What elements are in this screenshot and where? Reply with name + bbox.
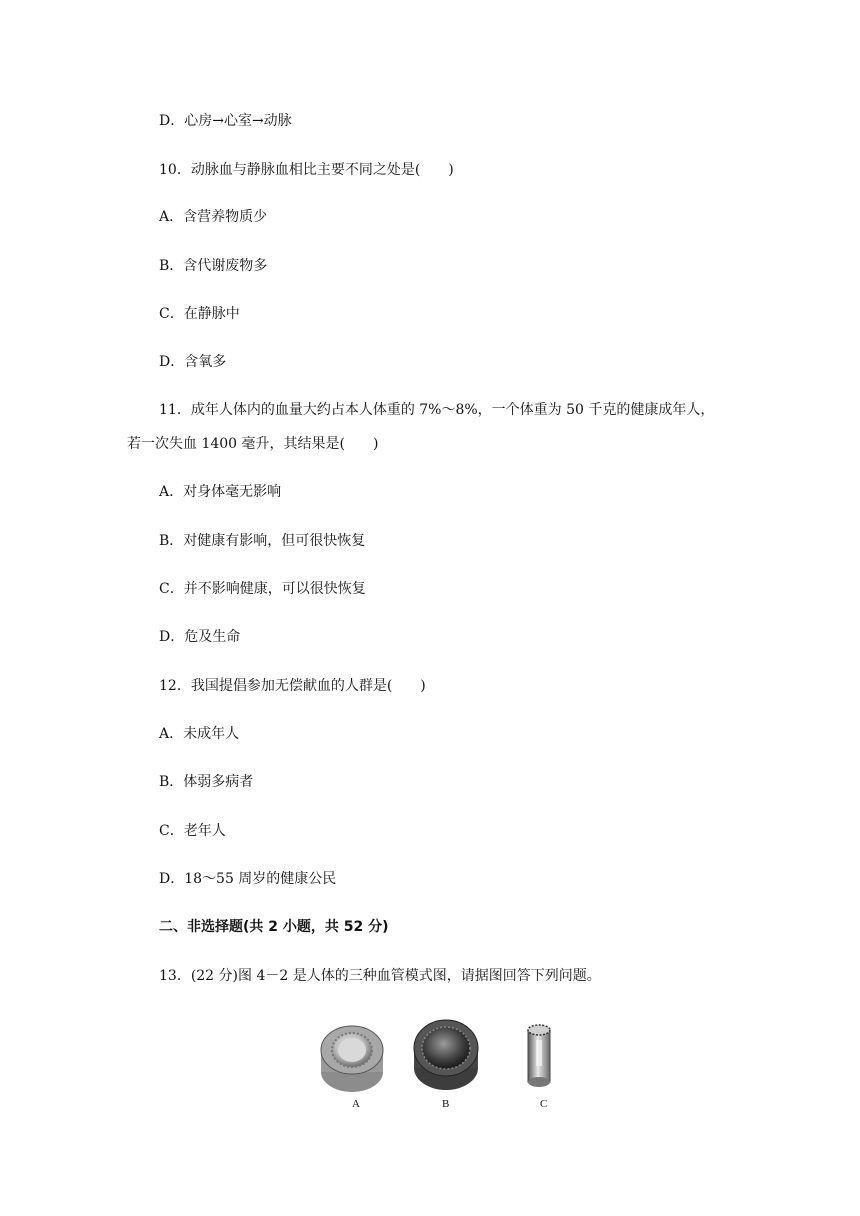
question-11-stem-line1: 11．成年人体内的血量大约占本人体重的 7%～8%，一个体重为 50 千克的健康成年人， — [159, 402, 715, 418]
question-12-option-b: B．体弱多病者 — [159, 774, 254, 790]
question-13-stem: 13．(22 分)图 4－2 是人体的三种血管模式图，请据图回答下列问题。 — [159, 968, 601, 984]
question-11-stem-line2: 若一次失血 1400 毫升，其结果是( ) — [127, 436, 379, 452]
question-10-option-c: C．在静脉中 — [159, 306, 240, 322]
figure-label-c: C — [540, 1098, 548, 1110]
question-12-option-c: C．老年人 — [159, 823, 226, 839]
figure-label-b: B — [442, 1098, 450, 1110]
question-12-option-a: A．未成年人 — [159, 726, 240, 742]
question-10-stem: 10．动脉血与静脉血相比主要不同之处是( ) — [159, 162, 454, 178]
blood-vessel-figure — [300, 1010, 580, 1120]
section-2-title: 二、非选择题(共 2 小题，共 52 分) — [159, 919, 389, 935]
vessel-c-capillary — [528, 1025, 550, 1087]
question-11-option-c: C．并不影响健康，可以很快恢复 — [159, 581, 366, 597]
question-12-stem: 12．我国提倡参加无偿献血的人群是( ) — [159, 678, 426, 694]
question-10-option-a: A．含营养物质少 — [159, 209, 268, 225]
question-11-option-d: D．危及生命 — [159, 629, 241, 645]
question-11-option-a: A．对身体毫无影响 — [159, 484, 282, 500]
vessel-b-vein — [414, 1020, 478, 1090]
figure-label-a: A — [352, 1098, 360, 1110]
question-10-option-d: D．含氧多 — [159, 354, 227, 370]
question-9-option-d: D．心房→心室→动脉 — [159, 113, 292, 129]
question-10-option-b: B．含代谢废物多 — [159, 258, 268, 274]
question-12-option-d: D．18～55 周岁的健康公民 — [159, 871, 337, 887]
question-11-option-b: B．对健康有影响，但可很快恢复 — [159, 533, 366, 549]
vessel-a-artery — [321, 1026, 383, 1092]
